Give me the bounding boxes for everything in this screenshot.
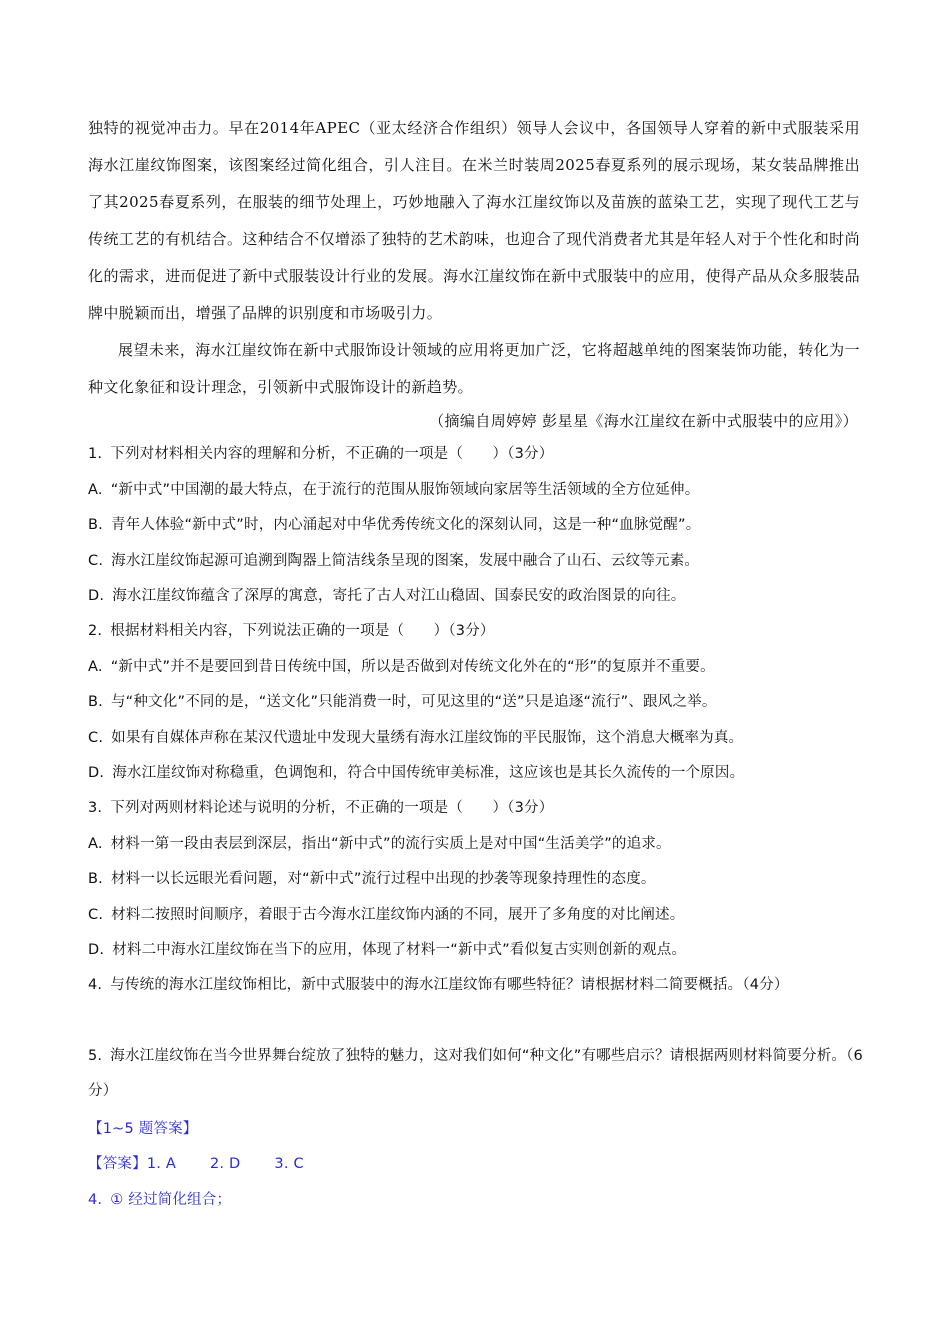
question-1-option-d [88,579,863,614]
question-text: 与传统的海水江崖纹饰相比，新中式服装中的海水江崖纹饰有哪些特征？请根据材料二简要概括。（4分） [110,977,789,993]
option-label: C. [88,730,104,746]
question-number: 1. [88,446,103,462]
question-text: 根据材料相关内容，下列说法正确的一项是（ ）（3分） [110,623,495,639]
answer-label: 【答案】 [88,1156,147,1172]
answer-header: 【1~5 题答案】 [88,1121,198,1137]
option-label: A. [88,836,103,852]
question-number: 4. [88,977,103,993]
option-text: 材料二中海水江崖纹饰在当下的应用，体现了材料一“新中式”看似复古实则创新的观点。 [112,942,687,958]
question-text: 下列对两则材料论述与说明的分析，不正确的一项是（ ）（3分） [110,800,554,816]
option-text: “新中式”中国潮的最大特点，在于流行的范围从服饰领域向家居等生活领域的全方位延伸。 [110,482,700,498]
question-number: 5. [88,1048,103,1064]
question-2-option-a [88,650,863,685]
answer-4-first-point [88,1183,863,1218]
passage-paragraph-2: 展望未来，海水江崖纹饰在新中式服饰设计领域的应用将更加广泛，它将超越单纯的图案装饰功能，转化为一种文化象征和设计理念，引领新中式服饰设计的新趋势。 [88,341,860,396]
option-text: 海水江崖纹饰对称稳重，色调饱和，符合中国传统审美标准，这应该也是其长久流传的一个原因。 [112,765,745,781]
answer-3: 3. C [274,1156,304,1172]
question-2-option-c [88,721,863,756]
question-number: 2. [88,623,103,639]
question-3-option-c [88,898,863,933]
option-text: 材料二按照时间顺序，着眼于古今海水江崖纹饰内涵的不同，展开了多角度的对比阐述。 [111,907,685,923]
question-2-option-d [88,756,863,791]
option-label: B. [88,517,103,533]
option-label: C. [88,553,104,569]
option-text: 海水江崖纹饰蕴含了深厚的寓意，寄托了古人对江山稳固、国泰民安的政治图景的向往。 [112,588,686,604]
question-3-option-a [88,827,863,862]
question-text: 海水江崖纹饰在当今世界舞台绽放了独特的魅力，这对我们如何“种文化”有哪些启示？请根据两则材料简要分析。（6分） [88,1048,863,1099]
question-1-stem [88,437,863,472]
question-1-option-b [88,508,863,543]
question-number: 3. [88,800,103,816]
answer-text: ① 经过简化组合； [110,1192,232,1208]
question-2-stem [88,614,863,649]
passage-source: （摘编自周婷婷 彭星星《海水江崖纹在新中式服装中的应用》） [429,412,858,430]
option-label: D. [88,765,105,781]
option-label: D. [88,588,105,604]
question-text: 下列对材料相关内容的理解和分析，不正确的一项是（ ）（3分） [110,446,554,462]
option-text: 材料一以长远眼光看问题，对“新中式”流行过程中出现的抄袭等现象持理性的态度。 [110,871,656,887]
passage-paragraph-1: 独特的视觉冲击力。早在2014年APEC（亚太经济合作组织）领导人会议中，各国领导人穿着的新中式服装采用海水江崖纹饰图案，该图案经过简化组合，引人注目。在米兰时装周2025春夏系列的展示现场，某女装品牌推出了其2025春夏系列，在服装的细节处理上，巧妙地融入了海水江崖纹饰以及苗族的蓝染工艺，实现了现代工艺与传统工艺的有机结合。这种结合不仅增添了独特的艺术韵味，也迎合了现代消费者尤其是年轻人对于个性化和时尚化的需求，进而促进了新中式服装设计行业的发展。海水江崖纹饰在新中式服装中的应用，使得产品从众多服装品牌中脱颖而出，增强了品牌的识别度和市场吸引力。 [88,119,860,322]
question-1-option-a [88,473,863,508]
option-text: “新中式”并不是要回到昔日传统中国，所以是否做到对传统文化外在的“形”的复原并不重要。 [110,659,715,675]
option-label: A. [88,659,103,675]
option-text: 青年人体验“新中式”时，内心涌起对中华优秀传统文化的深刻认同，这是一种“血脉觉醒”。 [110,517,701,533]
question-3-option-b [88,862,863,897]
option-text: 与“种文化”不同的是，“送文化”只能消费一时，可见这里的“送”只是追逐“流行”、跟风之举。 [110,694,717,710]
question-2-option-b [88,685,863,720]
option-label: A. [88,482,103,498]
question-5-stem [88,1039,863,1109]
question-1-option-c [88,544,863,579]
answer-row [88,1147,863,1182]
option-text: 海水江崖纹饰起源可追溯到陶器上简洁线条呈现的图案，发展中融合了山石、云纹等元素。 [111,553,700,569]
question-3-stem [88,791,863,826]
answer-2: 2. D [209,1156,241,1172]
option-label: B. [88,694,103,710]
option-label: B. [88,871,103,887]
option-text: 如果有自媒体声称在某汉代遗址中发现大量绣有海水江崖纹饰的平民服饰，这个消息大概率为真。 [111,730,744,746]
question-4-stem [88,968,863,1003]
answer-number: 4. [88,1192,103,1208]
option-text: 材料一第一段由表层到深层，指出“新中式”的流行实质上是对中国“生活美学”的追求。 [110,836,671,852]
question-3-option-d [88,933,863,968]
option-label: D. [88,942,105,958]
option-label: C. [88,907,104,923]
answer-1: 1. A [146,1156,176,1172]
